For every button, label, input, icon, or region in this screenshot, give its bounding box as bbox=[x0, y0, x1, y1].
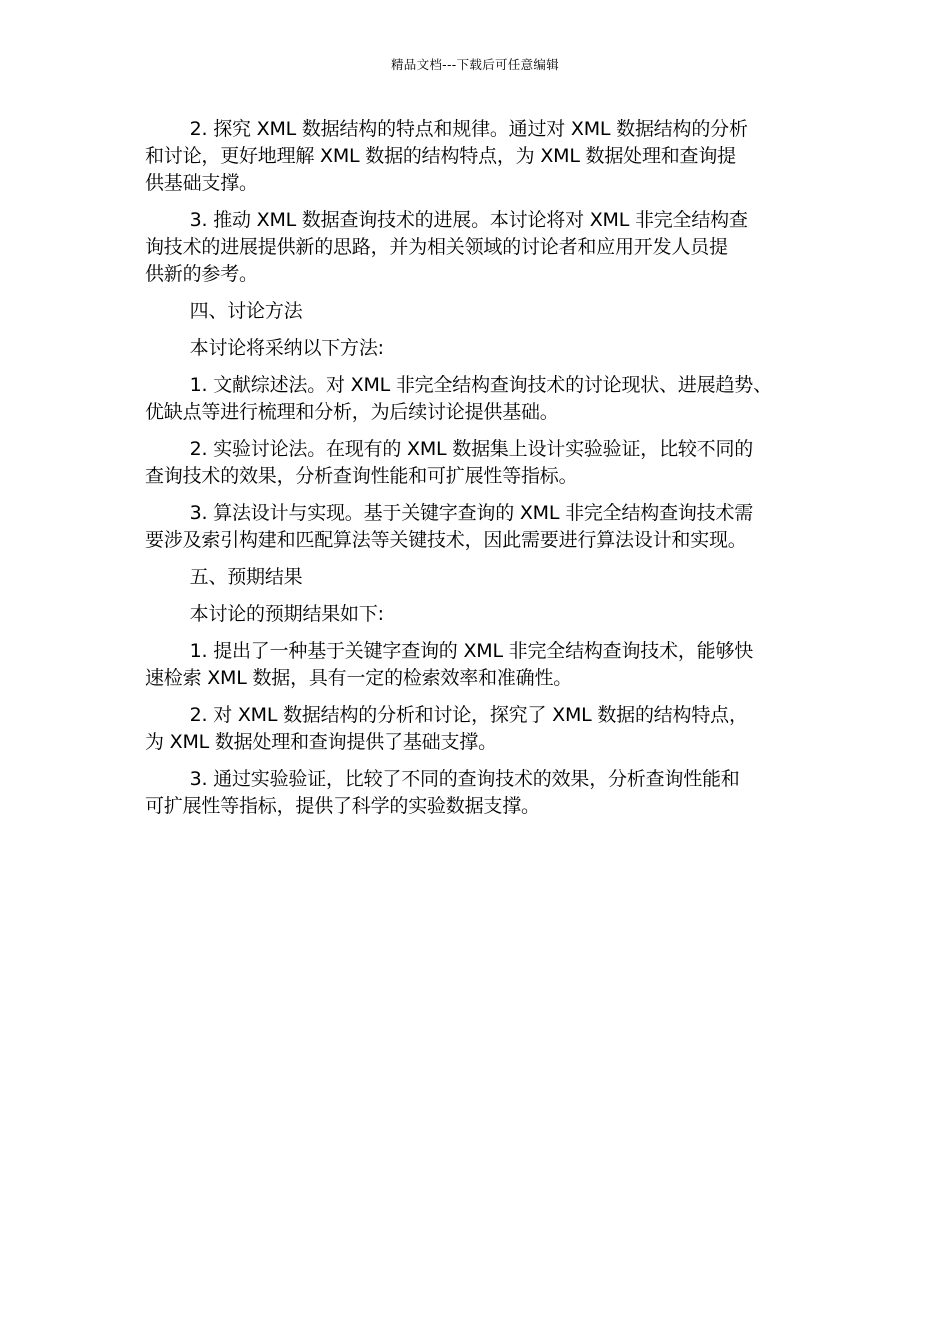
paragraph-method-2 bbox=[145, 436, 825, 490]
text-line: 2. 探究 XML 数据结构的特点和规律。通过对 XML 数据结构的分析 bbox=[189, 118, 748, 140]
section-heading-methods bbox=[145, 298, 825, 325]
paragraph-method-1 bbox=[145, 372, 825, 426]
paragraph-goal-3 bbox=[145, 207, 825, 288]
text-line: 3. 推动 XML 数据查询技术的进展。本讨论将对 XML 非完全结构查 bbox=[189, 209, 748, 231]
paragraph-results-intro bbox=[145, 601, 825, 628]
text-line: 3. 算法设计与实现。基于关键字查询的 XML 非完全结构查询技术需 bbox=[189, 502, 754, 524]
paragraph-result-3 bbox=[145, 766, 825, 820]
text-line: 1. 提出了一种基于关键字查询的 XML 非完全结构查询技术，能够快 bbox=[189, 640, 754, 662]
paragraph-goal-2 bbox=[145, 116, 825, 197]
text-line: 3. 通过实验验证，比较了不同的查询技术的效果，分析查询性能和 bbox=[189, 768, 740, 790]
text-line: 1. 文献综述法。对 XML 非完全结构查询技术的讨论现状、进展趋势、 bbox=[189, 374, 772, 396]
text-line: 本讨论将采纳以下方法: bbox=[189, 337, 384, 359]
paragraph-methods-intro bbox=[145, 335, 825, 362]
text-line: 查询技术的效果，分析查询性能和可扩展性等指标。 bbox=[145, 465, 578, 487]
paragraph-result-2 bbox=[145, 702, 825, 756]
paragraph-method-3 bbox=[145, 500, 825, 554]
text-line: 询技术的进展提供新的思路，并为相关领域的讨论者和应用开发人员提 bbox=[145, 236, 728, 258]
text-line: 和讨论，更好地理解 XML 数据的结构特点，为 XML 数据处理和查询提 bbox=[145, 145, 736, 167]
text-line: 供基础支撑。 bbox=[145, 172, 258, 194]
text-line: 四、讨论方法 bbox=[189, 300, 303, 322]
text-line: 可扩展性等指标，提供了科学的实验数据支撑。 bbox=[145, 795, 540, 817]
text-line: 速检索 XML 数据，具有一定的检索效率和准确性。 bbox=[145, 667, 573, 689]
text-line: 2. 实验讨论法。在现有的 XML 数据集上设计实验验证，比较不同的 bbox=[189, 438, 754, 460]
text-line: 要涉及索引构建和匹配算法等关键技术，因此需要进行算法设计和实现。 bbox=[145, 529, 747, 551]
page-header: 精品文档---下载后可任意编辑 bbox=[390, 57, 560, 72]
section-heading-results bbox=[145, 564, 825, 591]
text-line: 优缺点等进行梳理和分析，为后续讨论提供基础。 bbox=[145, 401, 559, 423]
text-line: 本讨论的预期结果如下: bbox=[189, 603, 384, 625]
document-body bbox=[145, 116, 825, 830]
paragraph-result-1 bbox=[145, 638, 825, 692]
text-line: 供新的参考。 bbox=[145, 263, 258, 285]
text-line: 五、预期结果 bbox=[189, 566, 303, 588]
text-line: 2. 对 XML 数据结构的分析和讨论，探究了 XML 数据的结构特点， bbox=[189, 704, 748, 726]
text-line: 为 XML 数据处理和查询提供了基础支撑。 bbox=[145, 731, 497, 753]
